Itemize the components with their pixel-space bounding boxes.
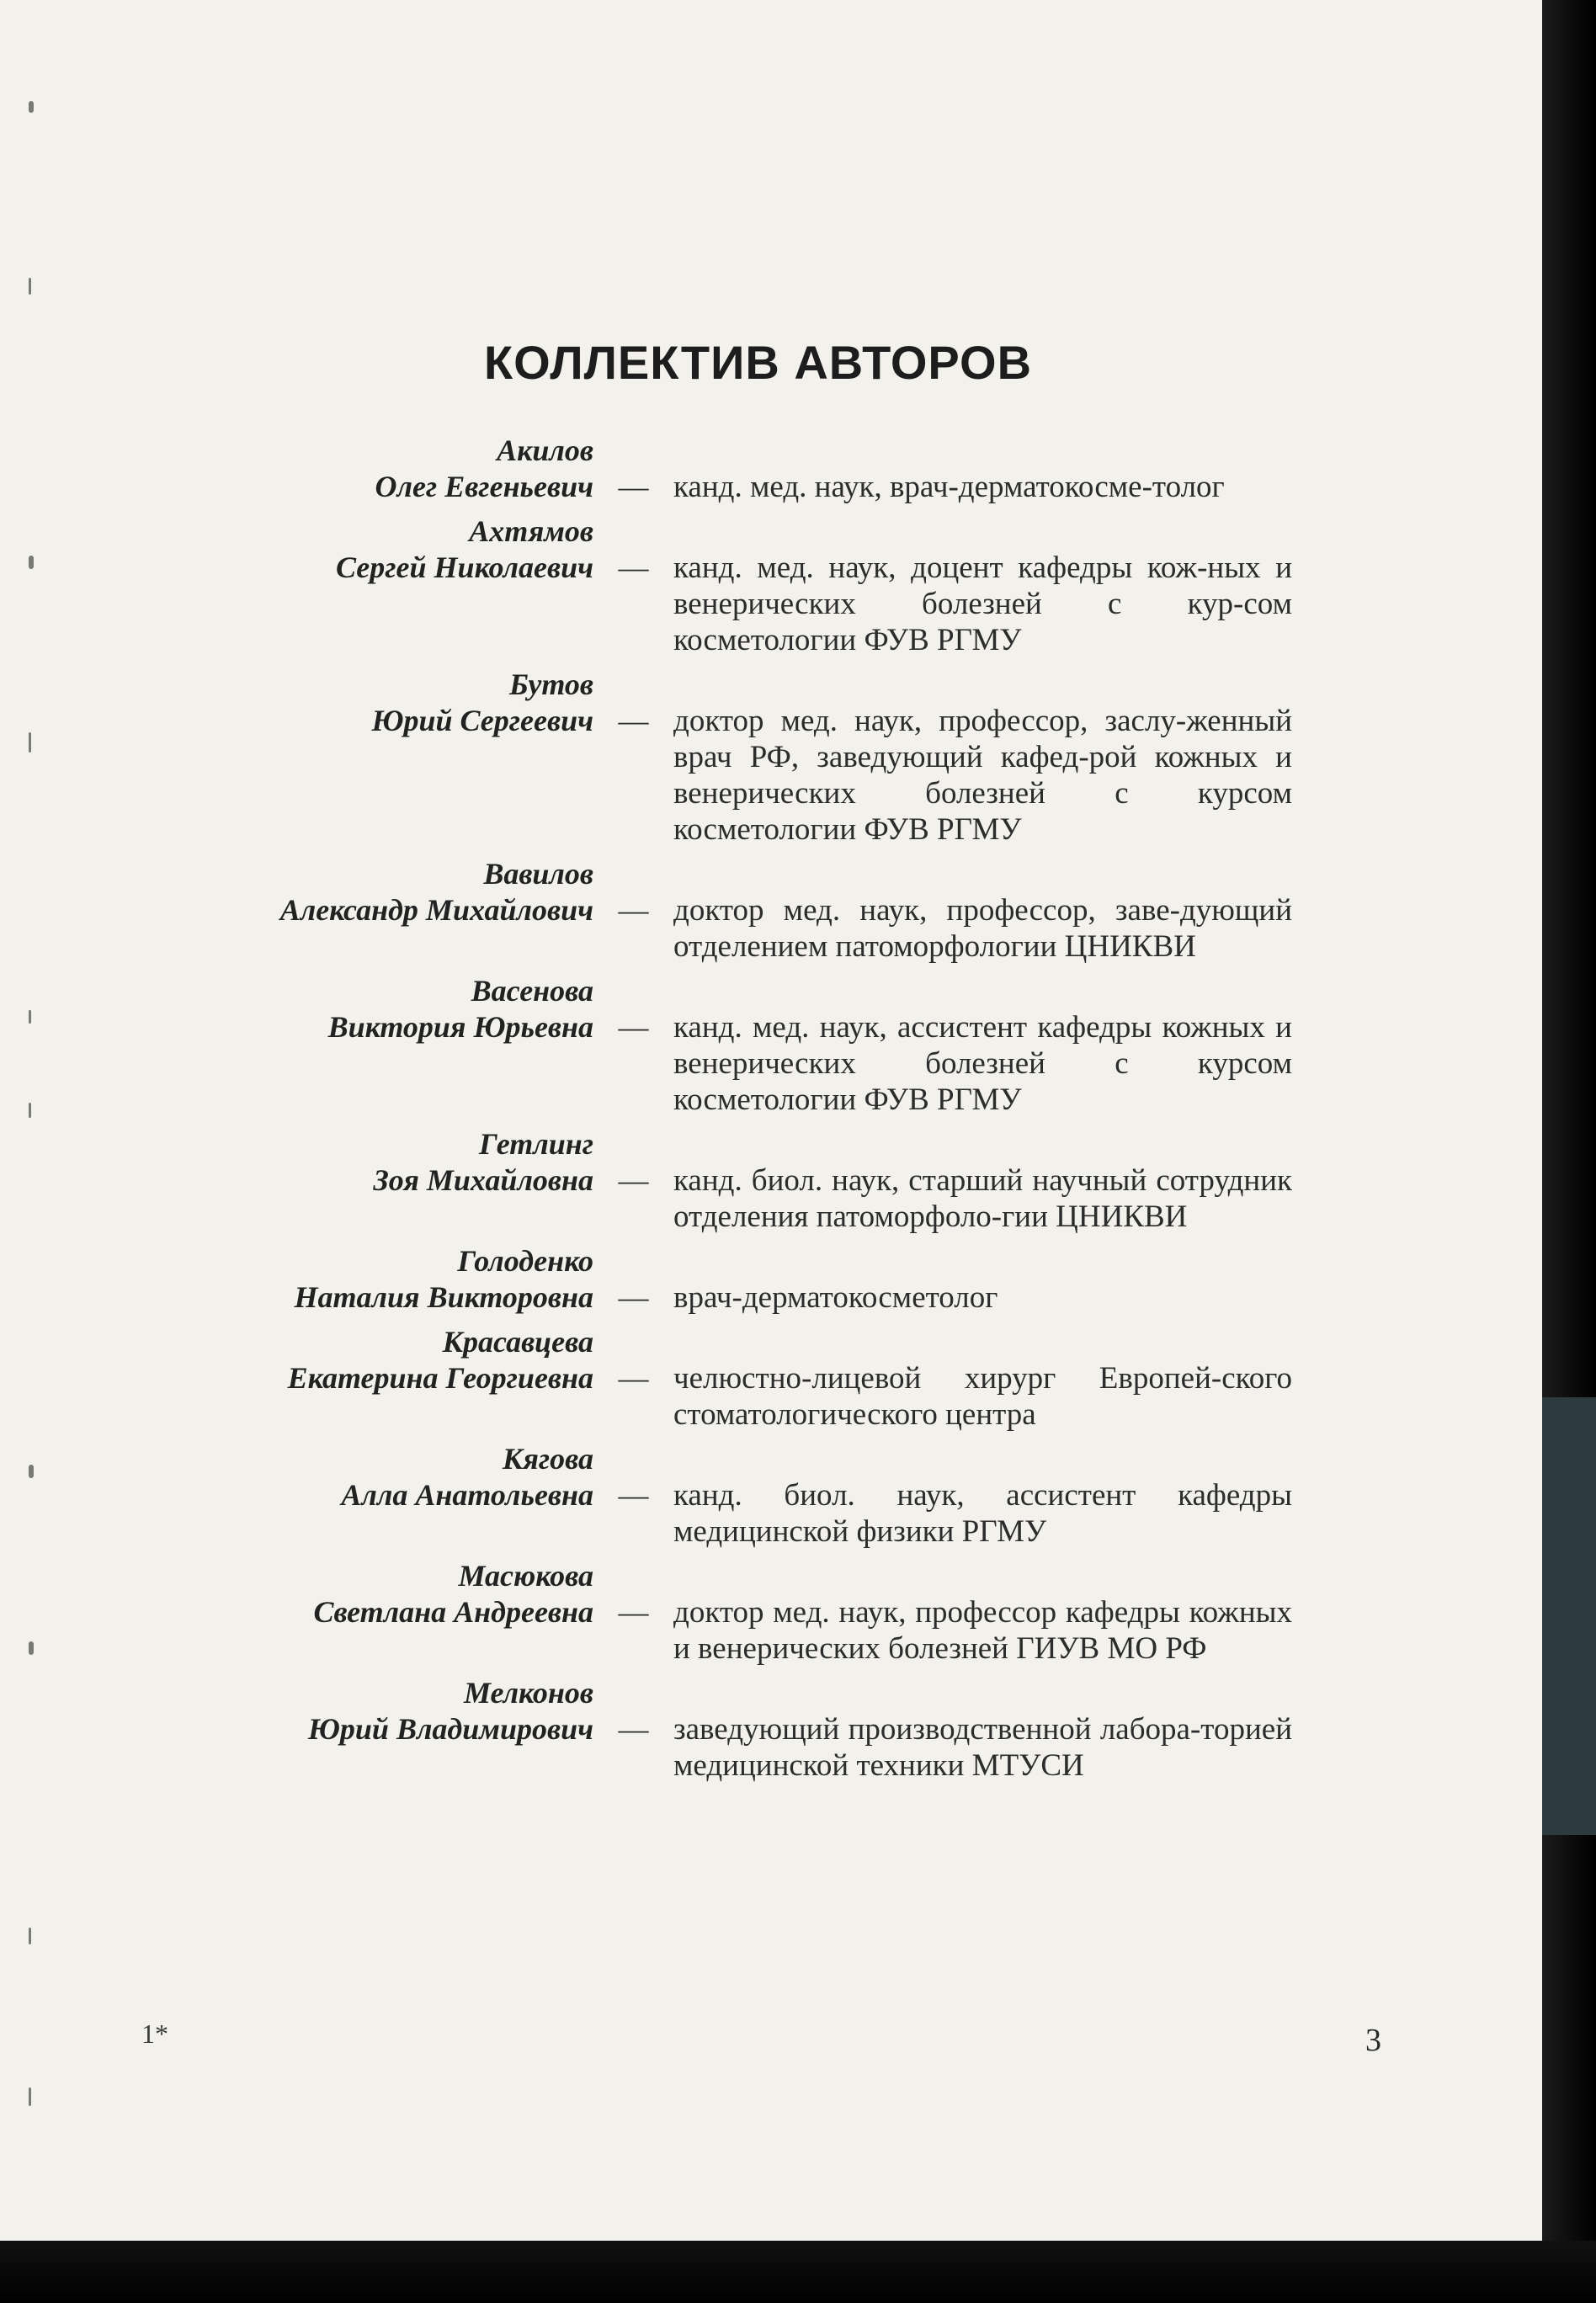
author-given-names: Олег Евгеньевич: [375, 470, 593, 503]
author-surname: Ахтямов: [469, 514, 593, 548]
author-description: канд. биол. наук, ассистент кафедры медицинской физики РГМУ: [673, 1478, 1292, 1549]
author-name: [0, 1441, 593, 1513]
author-name: [0, 973, 593, 1045]
author-name: [0, 433, 593, 505]
author-entry: [0, 1243, 1542, 1316]
author-entry: [0, 1126, 1542, 1235]
scan-edge-right: [1542, 0, 1596, 2303]
author-surname: Бутов: [508, 667, 593, 701]
author-description: челюстно-лицевой хирург Европей-ского стоматологического центра: [673, 1361, 1292, 1432]
author-surname: Васенова: [471, 974, 593, 1008]
author-description: канд. мед. наук, врач-дерматокосме-толог: [673, 470, 1225, 504]
separator-dash: —: [618, 470, 649, 503]
separator-dash: —: [618, 1712, 649, 1746]
author-entry: [0, 973, 1542, 1118]
separator-dash: —: [618, 1163, 649, 1197]
author-description: канд. мед. наук, ассистент кафедры кожных и венерических болезней с курсом косметологии ФУВ РГМУ: [673, 1010, 1292, 1117]
author-description: доктор мед. наук, профессор, заве-дующий отделением патоморфологии ЦНИКВИ: [673, 893, 1292, 964]
author-surname: Масюкова: [458, 1559, 593, 1593]
scan-edge-right-band: [1542, 1397, 1596, 1835]
author-description: доктор мед. наук, профессор кафедры кожных и венерических болезней ГИУВ МО РФ: [673, 1595, 1292, 1666]
author-entry: [0, 1324, 1542, 1433]
author-name: [0, 1126, 593, 1199]
author-given-names: Сергей Николаевич: [336, 550, 593, 584]
authors-list: [0, 433, 1542, 1792]
author-description: доктор мед. наук, профессор, заслу-женный врач РФ, заведующий кафед-рой кожных и венерических болезней с курсом косметологии ФУВ РГМУ: [673, 704, 1292, 847]
author-name: [0, 513, 593, 586]
binding-mark: [29, 1928, 31, 1944]
author-given-names: Алла Анатольевна: [341, 1478, 593, 1512]
author-entry: [0, 513, 1542, 658]
author-name: [0, 667, 593, 739]
author-surname: Мелконов: [463, 1676, 593, 1710]
author-name: [0, 1558, 593, 1630]
author-surname: Гетлинг: [479, 1127, 593, 1161]
separator-dash: —: [618, 1010, 649, 1044]
scan-edge-bottom: [0, 2241, 1596, 2303]
author-surname: Голоденко: [457, 1244, 593, 1278]
separator-dash: —: [618, 1280, 649, 1314]
author-entry: [0, 1675, 1542, 1784]
author-name: [0, 1243, 593, 1316]
author-given-names: Зоя Михайловна: [373, 1163, 593, 1197]
page-title: КОЛЛЕКТИВ АВТОРОВ: [484, 336, 1033, 389]
author-given-names: Светлана Андреевна: [313, 1595, 593, 1629]
author-given-names: Юрий Владимирович: [307, 1712, 593, 1746]
author-entry: [0, 856, 1542, 965]
separator-dash: —: [618, 704, 649, 737]
separator-dash: —: [618, 893, 649, 927]
author-entry: [0, 1558, 1542, 1667]
author-given-names: Юрий Сергеевич: [371, 704, 593, 737]
author-description: канд. биол. наук, старший научный сотрудник отделения патоморфоло-гии ЦНИКВИ: [673, 1163, 1292, 1234]
author-description: канд. мед. наук, доцент кафедры кож-ных и венерических болезней с кур-сом косметологии ФУВ РГМУ: [673, 550, 1292, 657]
separator-dash: —: [618, 1361, 649, 1395]
page-number: 3: [1365, 2023, 1381, 2058]
author-description: заведующий производственной лабора-торией медицинской техники МТУСИ: [673, 1712, 1292, 1783]
author-surname: Кягова: [502, 1442, 593, 1476]
author-name: [0, 1675, 593, 1747]
author-given-names: Екатерина Георгиевна: [287, 1361, 593, 1395]
author-surname: Красавцева: [442, 1325, 593, 1359]
separator-dash: —: [618, 550, 649, 584]
separator-dash: —: [618, 1478, 649, 1512]
author-name: [0, 1324, 593, 1396]
binding-mark: [29, 101, 34, 113]
author-name: [0, 856, 593, 928]
author-description: врач-дерматокосметолог: [673, 1280, 998, 1315]
author-given-names: Александр Михайлович: [279, 893, 593, 927]
author-entry: [0, 1441, 1542, 1550]
separator-dash: —: [618, 1595, 649, 1629]
author-entry: [0, 433, 1542, 505]
binding-mark: [29, 2088, 31, 2106]
author-surname: Вавилов: [483, 857, 593, 891]
author-given-names: Виктория Юрьевна: [327, 1010, 593, 1044]
author-entry: [0, 667, 1542, 848]
signature-mark: 1*: [141, 2018, 168, 2049]
author-given-names: Наталия Викторовна: [294, 1280, 593, 1314]
author-surname: Акилов: [497, 433, 593, 467]
binding-mark: [29, 278, 31, 295]
